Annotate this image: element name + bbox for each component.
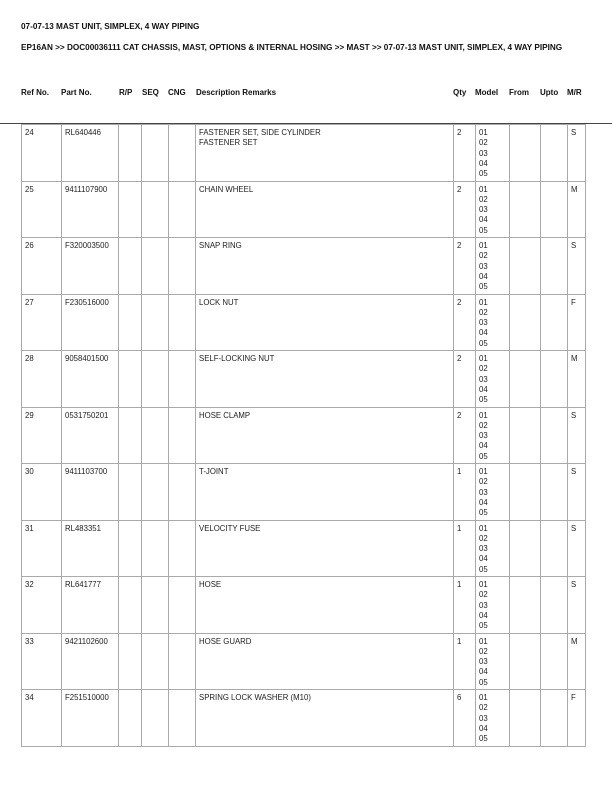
part-no: 9411107900 xyxy=(62,181,119,238)
rp-cell xyxy=(119,294,142,351)
rp-cell xyxy=(119,351,142,408)
cng-cell xyxy=(169,520,196,577)
mr: S xyxy=(568,125,586,182)
breadcrumb: EP16AN >> DOC00036111 CAT CHASSIS, MAST, OPTIONS & INTERNAL HOSING >> MAST >> 07-07-13 MAST UNIT, SIMPLEX, 4 WAY PIPING xyxy=(21,43,563,52)
from-cell xyxy=(510,577,541,634)
model-cell xyxy=(476,238,510,295)
part-no: F251510000 xyxy=(62,690,119,747)
model-code: 02 xyxy=(479,533,488,543)
description: LOCK NUT xyxy=(199,297,239,307)
rp-cell xyxy=(119,577,142,634)
header-cng: CNG xyxy=(168,88,186,97)
table-row xyxy=(22,294,586,351)
qty: 2 xyxy=(454,125,476,182)
model-cell xyxy=(476,577,510,634)
from-cell xyxy=(510,125,541,182)
part-no: RL640446 xyxy=(62,125,119,182)
part-no: RL483351 xyxy=(62,520,119,577)
upto-cell xyxy=(541,238,568,295)
model-code: 03 xyxy=(479,374,488,384)
mr: M xyxy=(568,181,586,238)
part-no: 9421102600 xyxy=(62,633,119,690)
header-desc: Description Remarks xyxy=(196,88,277,97)
header-mr: M/R xyxy=(567,88,582,97)
model-code: 04 xyxy=(479,723,488,733)
model-code: 02 xyxy=(479,194,488,204)
mr: M xyxy=(568,633,586,690)
model-code: 01 xyxy=(479,184,488,194)
model-code: 05 xyxy=(479,338,488,348)
upto-cell xyxy=(541,181,568,238)
seq-cell xyxy=(142,633,169,690)
part-no: F320003500 xyxy=(62,238,119,295)
upto-cell xyxy=(541,294,568,351)
mr: S xyxy=(568,577,586,634)
upto-cell xyxy=(541,351,568,408)
cng-cell xyxy=(169,294,196,351)
qty: 2 xyxy=(454,351,476,408)
model-code: 02 xyxy=(479,703,488,713)
description: HOSE GUARD xyxy=(199,636,252,646)
remark: FASTENER SET xyxy=(199,138,258,148)
upto-cell xyxy=(541,407,568,464)
description-cell xyxy=(196,407,454,464)
model-code: 04 xyxy=(479,610,488,620)
table-row xyxy=(22,520,586,577)
table-row xyxy=(22,690,586,747)
from-cell xyxy=(510,351,541,408)
model-code: 05 xyxy=(479,677,488,687)
rp-cell xyxy=(119,125,142,182)
model-code: 01 xyxy=(479,297,488,307)
table-row xyxy=(22,633,586,690)
description: CHAIN WHEEL xyxy=(199,184,254,194)
page-title: 07-07-13 MAST UNIT, SIMPLEX, 4 WAY PIPING xyxy=(21,22,200,31)
table-row xyxy=(22,577,586,634)
description-cell xyxy=(196,520,454,577)
model-code: 04 xyxy=(479,158,488,168)
description-cell xyxy=(196,294,454,351)
model-code: 01 xyxy=(479,128,488,137)
upto-cell xyxy=(541,464,568,521)
ref-no: 34 xyxy=(22,690,62,747)
qty: 1 xyxy=(454,577,476,634)
model-code: 01 xyxy=(479,693,488,702)
model-code: 02 xyxy=(479,307,488,317)
description-cell xyxy=(196,238,454,295)
qty: 2 xyxy=(454,238,476,295)
model-code: 03 xyxy=(479,657,488,667)
seq-cell xyxy=(142,520,169,577)
model-code: 05 xyxy=(479,169,488,179)
ref-no: 29 xyxy=(22,407,62,464)
rp-cell xyxy=(119,464,142,521)
ref-no: 28 xyxy=(22,351,62,408)
model-code: 05 xyxy=(479,508,488,518)
model-code: 01 xyxy=(479,410,488,420)
cng-cell xyxy=(169,407,196,464)
seq-cell xyxy=(142,125,169,182)
description: T-JOINT xyxy=(199,467,229,476)
header-from: From xyxy=(509,88,529,97)
model-code: 02 xyxy=(479,364,488,374)
rp-cell xyxy=(119,690,142,747)
model-code: 04 xyxy=(479,497,488,507)
model-code: 05 xyxy=(479,734,488,744)
table-row xyxy=(22,351,586,408)
table-row xyxy=(22,238,586,295)
mr: S xyxy=(568,407,586,464)
parts-table xyxy=(21,124,586,747)
part-no: 0531750201 xyxy=(62,407,119,464)
ref-no: 25 xyxy=(22,181,62,238)
seq-cell xyxy=(142,238,169,295)
header-qty: Qty xyxy=(453,88,467,97)
mr: F xyxy=(568,294,586,351)
upto-cell xyxy=(541,690,568,747)
model-code: 03 xyxy=(479,487,488,497)
model-cell xyxy=(476,181,510,238)
table-row xyxy=(22,407,586,464)
model-code: 03 xyxy=(479,431,488,441)
description-cell xyxy=(196,577,454,634)
header-upto: Upto xyxy=(540,88,559,97)
cng-cell xyxy=(169,690,196,747)
model-code: 04 xyxy=(479,667,488,677)
model-code: 05 xyxy=(479,282,488,292)
qty: 1 xyxy=(454,520,476,577)
description-cell xyxy=(196,351,454,408)
upto-cell xyxy=(541,520,568,577)
mr: F xyxy=(568,690,586,747)
description: SELF-LOCKING NUT xyxy=(199,354,275,363)
model-cell xyxy=(476,125,510,182)
ref-no: 30 xyxy=(22,464,62,521)
header-part: Part No. xyxy=(61,88,92,97)
description: FASTENER SET, SIDE CYLINDER xyxy=(199,128,321,137)
seq-cell xyxy=(142,577,169,634)
cng-cell xyxy=(169,633,196,690)
rp-cell xyxy=(119,633,142,690)
seq-cell xyxy=(142,181,169,238)
mr: M xyxy=(568,351,586,408)
model-code: 04 xyxy=(479,384,488,394)
model-code: 01 xyxy=(479,636,488,646)
part-no: RL641777 xyxy=(62,577,119,634)
seq-cell xyxy=(142,690,169,747)
from-cell xyxy=(510,633,541,690)
part-no: 9058401500 xyxy=(62,351,119,408)
header-model: Model xyxy=(475,88,499,97)
model-code: 03 xyxy=(479,148,488,158)
model-cell xyxy=(476,351,510,408)
model-code: 01 xyxy=(479,241,488,250)
description-cell xyxy=(196,125,454,182)
model-cell xyxy=(476,407,510,464)
model-code: 03 xyxy=(479,205,488,215)
qty: 6 xyxy=(454,690,476,747)
model-code: 05 xyxy=(479,225,488,235)
model-code: 02 xyxy=(479,477,488,487)
description: HOSE xyxy=(199,580,222,589)
cng-cell xyxy=(169,181,196,238)
part-no: 9411103700 xyxy=(62,464,119,521)
qty: 2 xyxy=(454,407,476,464)
from-cell xyxy=(510,238,541,295)
model-code: 04 xyxy=(479,215,488,225)
model-code: 05 xyxy=(479,395,488,405)
upto-cell xyxy=(541,577,568,634)
header-ref: Ref No. xyxy=(21,88,49,97)
description-cell xyxy=(196,633,454,690)
upto-cell xyxy=(541,633,568,690)
mr: S xyxy=(568,464,586,521)
description: HOSE CLAMP xyxy=(199,410,251,420)
table-row xyxy=(22,181,586,238)
model-code: 05 xyxy=(479,564,488,574)
model-cell xyxy=(476,464,510,521)
ref-no: 27 xyxy=(22,294,62,351)
model-code: 02 xyxy=(479,251,488,261)
model-code: 04 xyxy=(479,554,488,564)
cng-cell xyxy=(169,238,196,295)
model-code: 04 xyxy=(479,271,488,281)
model-cell xyxy=(476,690,510,747)
table-row xyxy=(22,125,586,182)
qty: 2 xyxy=(454,294,476,351)
model-code: 02 xyxy=(479,590,488,600)
model-code: 03 xyxy=(479,713,488,723)
cng-cell xyxy=(169,125,196,182)
description: VELOCITY FUSE xyxy=(199,523,261,533)
model-code: 02 xyxy=(479,646,488,656)
model-code: 01 xyxy=(479,467,488,476)
description: SPRING LOCK WASHER (M10) xyxy=(199,693,311,702)
seq-cell xyxy=(142,464,169,521)
ref-no: 33 xyxy=(22,633,62,690)
ref-no: 24 xyxy=(22,125,62,182)
cng-cell xyxy=(169,577,196,634)
description-cell xyxy=(196,690,454,747)
seq-cell xyxy=(142,294,169,351)
cng-cell xyxy=(169,351,196,408)
model-code: 04 xyxy=(479,328,488,338)
rp-cell xyxy=(119,238,142,295)
mr: S xyxy=(568,520,586,577)
header-rp: R/P xyxy=(119,88,133,97)
qty: 1 xyxy=(454,633,476,690)
from-cell xyxy=(510,294,541,351)
model-code: 01 xyxy=(479,523,488,533)
rp-cell xyxy=(119,520,142,577)
model-cell xyxy=(476,633,510,690)
from-cell xyxy=(510,690,541,747)
description: SNAP RING xyxy=(199,241,242,250)
from-cell xyxy=(510,520,541,577)
seq-cell xyxy=(142,351,169,408)
from-cell xyxy=(510,464,541,521)
from-cell xyxy=(510,407,541,464)
model-code: 03 xyxy=(479,544,488,554)
mr: S xyxy=(568,238,586,295)
table-row xyxy=(22,464,586,521)
description-cell xyxy=(196,181,454,238)
from-cell xyxy=(510,181,541,238)
model-code: 02 xyxy=(479,138,488,148)
model-code: 05 xyxy=(479,621,488,631)
model-cell xyxy=(476,520,510,577)
ref-no: 26 xyxy=(22,238,62,295)
model-code: 03 xyxy=(479,318,488,328)
upto-cell xyxy=(541,125,568,182)
qty: 1 xyxy=(454,464,476,521)
qty: 2 xyxy=(454,181,476,238)
model-code: 04 xyxy=(479,441,488,451)
description-cell xyxy=(196,464,454,521)
model-code: 05 xyxy=(479,451,488,461)
ref-no: 32 xyxy=(22,577,62,634)
model-code: 03 xyxy=(479,600,488,610)
ref-no: 31 xyxy=(22,520,62,577)
model-cell xyxy=(476,294,510,351)
rp-cell xyxy=(119,181,142,238)
table-header xyxy=(0,88,612,124)
model-code: 03 xyxy=(479,261,488,271)
model-code: 01 xyxy=(479,580,488,589)
part-no: F230516000 xyxy=(62,294,119,351)
seq-cell xyxy=(142,407,169,464)
rp-cell xyxy=(119,407,142,464)
model-code: 01 xyxy=(479,354,488,363)
cng-cell xyxy=(169,464,196,521)
header-seq: SEQ xyxy=(142,88,159,97)
model-code: 02 xyxy=(479,420,488,430)
